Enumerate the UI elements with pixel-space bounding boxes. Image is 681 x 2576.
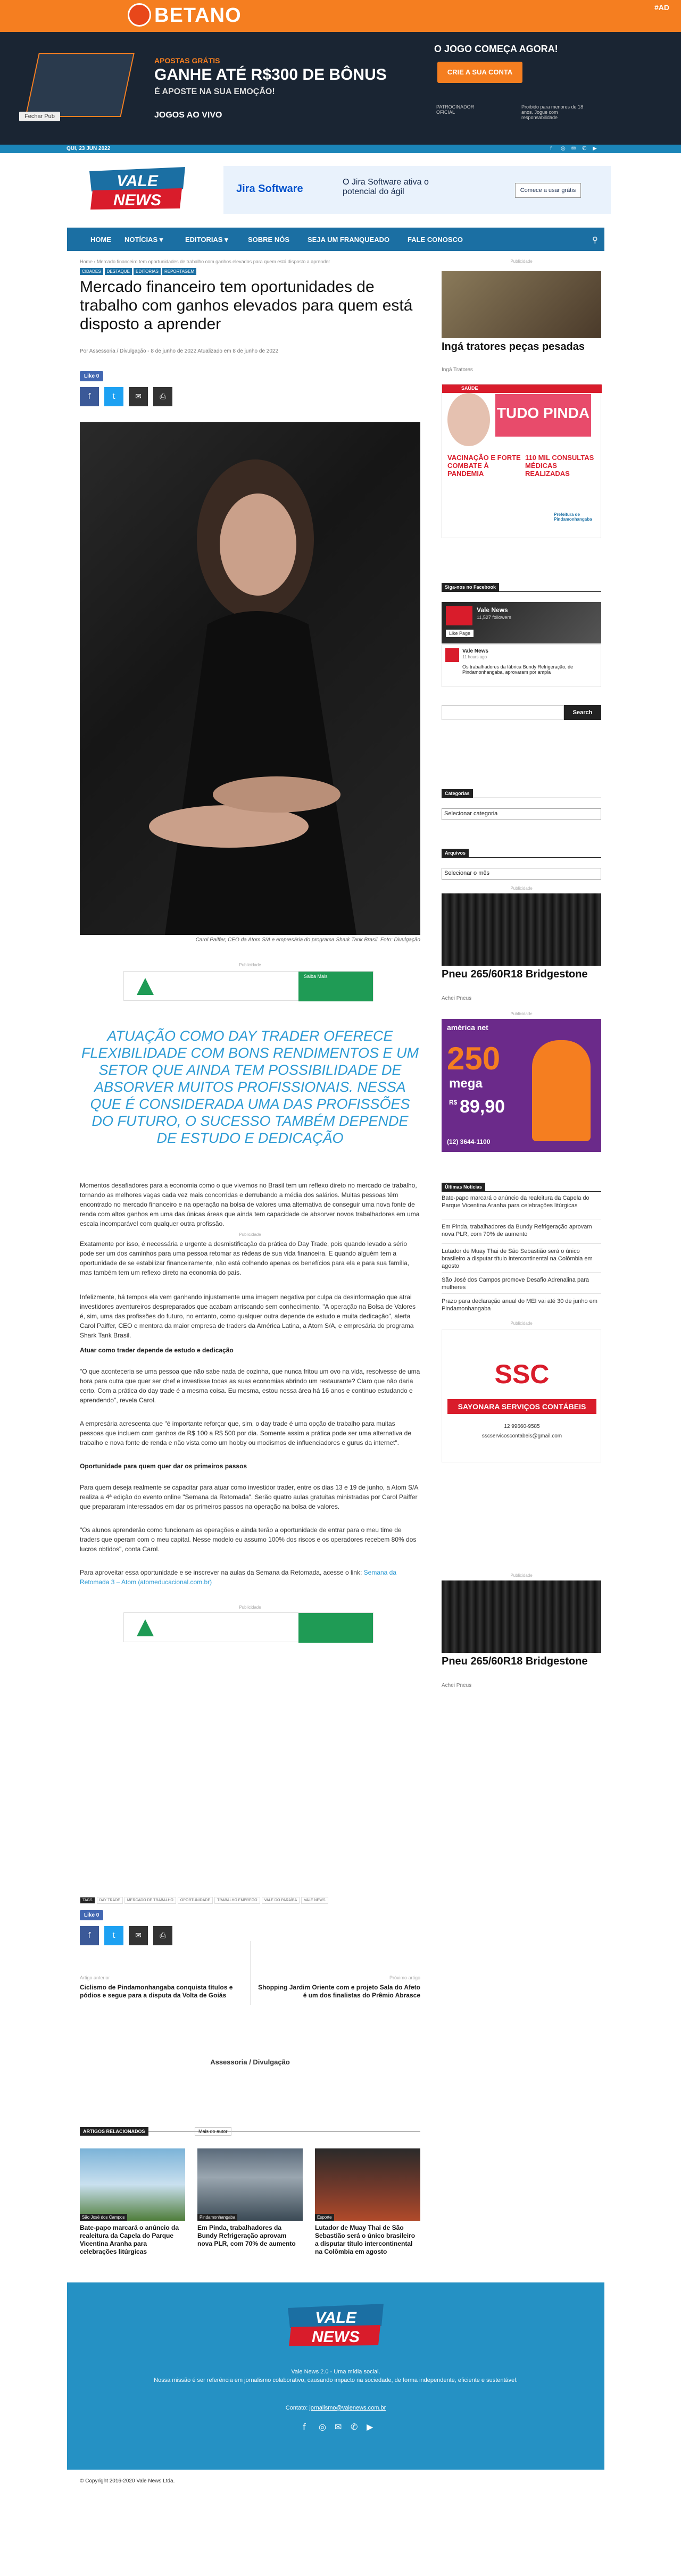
contact-email[interactable]: jornalismo@valenews.com.br [309, 2405, 386, 2411]
vale-news-logo-icon [89, 167, 185, 210]
ssc-email: sscservicoscontabeis@gmail.com [481, 1433, 562, 1439]
facebook-post[interactable] [442, 645, 601, 687]
ad-brand: BETANO [154, 4, 242, 27]
next-title[interactable]: Shopping Jardim Oriente com e projeto Sala do Afeto é um dos finalistas do Prêmio Abrasce [258, 1984, 420, 1999]
tire-ad-image[interactable] [442, 1580, 601, 1653]
saude-s2: 110 MIL CONSULTAS MÉDICAS REALIZADAS [525, 454, 594, 478]
related-label: Esporte [315, 2214, 334, 2221]
category-tag[interactable]: CIDADES [80, 268, 103, 275]
svg-text:NEWS: NEWS [312, 2328, 360, 2346]
america-net-ad[interactable] [442, 1019, 601, 1152]
photo-caption: Carol Paiffer, CEO da Atom S/A e empresária do programa Shark Tank Brasil. Foto: Divulgação [195, 937, 420, 943]
article-tags [80, 1894, 330, 1904]
ad-sponsor: PATROCINADOR OFICIAL [436, 104, 475, 115]
mail-icon[interactable]: ✉ [571, 146, 576, 152]
category-tag[interactable]: DESTAQUE [105, 268, 132, 275]
footer-about [67, 2368, 604, 2385]
saude-footer: Prefeitura de Pindamonhangaba [554, 512, 592, 522]
ad-line-2: GANHE ATÉ R$300 DE BÔNUS [154, 66, 387, 83]
saude-big: TUDO PINDA [495, 394, 591, 437]
prev-article[interactable] [80, 1975, 245, 2000]
tire-ad-image[interactable] [442, 893, 601, 966]
categories-select[interactable]: Selecionar categoria [442, 808, 601, 820]
nav-sobre[interactable]: SOBRE NÓS [248, 236, 290, 244]
facebook-share-icon[interactable]: f [80, 387, 99, 406]
publicidade-label: Publicidade [239, 963, 261, 967]
svg-text:VALE: VALE [315, 2309, 356, 2327]
svg-text:VALE: VALE [117, 172, 158, 190]
sidebar-search-input[interactable] [442, 705, 564, 720]
author-box[interactable]: Assessoria / Divulgação [210, 2058, 290, 2066]
related-title[interactable]: Em Pinda, trabalhadores da Bundy Refrigeração aprovam nova PLR, com 70% de aumento [197, 2224, 296, 2247]
divider [442, 1293, 601, 1294]
america-phone: (12) 3644-1100 [447, 1138, 491, 1145]
paragraph: Para quem deseja realmente se capacitar para atuar como investidor trader, entre os dias 13 e 19 de junho, a Atom S/A realiza a 4ª edição do evento online "Semana da Retomada". Serão quatro aulas gratuitas ministradas por Carol Paiffer que prepararam interessados em dar os primeiros passos na operação na bolsa de valores. [80, 1484, 418, 1510]
more-from-author[interactable]: Mais do autor [195, 2127, 231, 2136]
fb-page-name[interactable]: Vale News [477, 606, 508, 614]
tags-label: TAGS [80, 1897, 95, 1904]
related-image [80, 2148, 185, 2221]
sidebar-ad-title[interactable]: Ingá tratores peças pesadas [442, 341, 585, 353]
current-date: QUI, 23 JUN 2022 [67, 146, 111, 152]
ad-logo-icon [135, 1617, 156, 1638]
email-share-icon[interactable]: ✉ [129, 387, 148, 406]
ad-line-3: É APOSTE NA SUA EMOÇÃO! [154, 87, 275, 96]
whatsapp-icon[interactable]: ✆ [582, 146, 587, 152]
footer-contact [67, 2405, 604, 2411]
ad-headline: O JOGO COMEÇA AGORA! [434, 44, 558, 54]
category-tags [80, 266, 198, 275]
divider [442, 1272, 601, 1273]
ssc-phone: 12 99660-9585 [504, 1424, 540, 1429]
jira-brand: Jira Software [236, 183, 303, 195]
paragraph: Para aproveitar essa oportunidade e se inscrever na aulas da Semana da Retomada, acesse o link: Semana da Retomada 3 – Atom (atomeducacional.com.br) [80, 1569, 397, 1586]
whatsapp-icon[interactable]: ✆ [351, 2422, 358, 2432]
america-price: 89,90 [460, 1097, 505, 1117]
publicidade-label: Publicidade [510, 1321, 533, 1326]
saude-ad[interactable] [442, 384, 601, 538]
youtube-icon[interactable]: ▶ [593, 146, 597, 152]
tag[interactable]: TRABALHO EMPREGO [214, 1897, 260, 1904]
inline-ad-panel [298, 1613, 373, 1643]
paragraph: Exatamente por isso, é necessária e urgente a desmistificação da prática do Day Trade, pois quando levado a sério pode ser um dos caminhos para uma pessoa retomar as rédeas de sua vida financeira. E quando alguém tem a oportunidade de se estabilizar financeiramente, não está colhendo apenas os benefícios para ela e para sua família, mas também tem um reflexo direto na economia do país. [80, 1240, 410, 1276]
mail-icon[interactable]: ✉ [335, 2422, 342, 2432]
latest-item[interactable]: São José dos Campos promove Desafio Adrenalina para mulheres [442, 1277, 589, 1291]
fb-page-avatar [446, 606, 472, 625]
footer-line-1: Vale News 2.0 - Uma mídia social. [291, 2369, 380, 2375]
tire-ad-title[interactable]: Pneu 265/60R18 Bridgestone [442, 1655, 588, 1667]
sidebar-ad-image[interactable] [442, 271, 601, 338]
fb-followers: 11,527 followers [477, 615, 511, 620]
footer-line-2: Nossa missão é ser referência em jornalismo colaborativo, causando impacto na sociedade, de forma independente, eficiente e sustentável. [154, 2377, 518, 2383]
related-label: Pindamonhangaba [197, 2214, 237, 2221]
ssc-title: SAYONARA SERVIÇOS CONTÁBEIS [447, 1399, 596, 1414]
facebook-like-button[interactable]: Like 0 [80, 1910, 103, 1920]
paragraph: A empresária acrescenta que "é importante reforçar que, sim, o day trade é uma opção de trabalho para muitas pessoas que incluem com ganhos de R$ 100 a R$ 500 por dia. Somente assim a prática pode ser uma alternativa de trabalho e nova fonte de renda e não vista como um hobby ou modismos de influenciadores e gurus da internet". [80, 1420, 412, 1446]
related-card[interactable] [197, 2148, 303, 2248]
tire-ad-sub: Achei Pneus [442, 1683, 472, 1688]
jira-text: O Jira Software ativa o potencial do ágil [343, 178, 429, 196]
breadcrumb[interactable]: Home › Mercado financeiro tem oportunidades de trabalho com ganhos elevados para quem está disposto a aprender [80, 259, 330, 264]
ssc-logo: SSC [494, 1359, 550, 1389]
tag[interactable]: MERCADO DE TRABALHO [124, 1897, 176, 1904]
person-image [447, 393, 490, 446]
related-title[interactable]: Lutador de Muay Thai de São Sebastião será o único brasileiro a disputar título intercontinental na Colômbia em agosto [315, 2224, 416, 2255]
fb-like-page-button[interactable]: Like Page [446, 630, 474, 637]
article-photo [80, 422, 420, 935]
tag[interactable]: OPORTUNIDADE [178, 1897, 213, 1904]
categories-header: Categorias [442, 788, 601, 798]
related-label: São José dos Campos [80, 2214, 127, 2221]
ad-cta-button[interactable]: CRIE A SUA CONTA [437, 62, 522, 83]
ad-disclaimer: Proibido para menores de 18 anos. Jogue com responsabilidade [521, 104, 584, 120]
footer-logo-icon[interactable] [288, 2304, 384, 2346]
inline-ad[interactable] [123, 971, 373, 1001]
prev-title[interactable]: Ciclismo de Pindamonhangaba conquista títulos e pódios e segue para a disputa da Volta de Goiás [80, 1984, 233, 1999]
person-image [532, 1040, 591, 1141]
svg-text:NEWS: NEWS [113, 191, 161, 209]
paragraph: "O que aconteceria se uma pessoa que não sabe nada de cozinha, que nunca fritou um ovo na vida, resolvesse de uma hora para outra que quer ser chef e investisse todas as suas economias abrindo um restaurante? Claro que não daria certo. Com a prática do day trade é a mesma coisa. Eu mesma, estou nessa área há 16 anos e continuo estudando e aprendendo", revela Carol. [80, 1368, 420, 1404]
latest-item[interactable]: Prazo para declaração anual do MEI vai até 30 de junho em Pindamonhangaba [442, 1298, 597, 1312]
archive-select[interactable]: Selecionar o mês [442, 868, 601, 880]
publicidade-label: Publicidade [510, 259, 533, 264]
category-tag[interactable]: EDITORIAS [134, 268, 161, 275]
fb-post-time: 11 hours ago [462, 655, 487, 659]
print-icon[interactable]: ⎙ [153, 387, 172, 406]
nav-noticias[interactable]: NOTÍCIAS ▾ [124, 236, 163, 244]
latest-item[interactable]: Bate-papo marcará o anúncio da realeitura da Capela do Parque Vicentina Aranha para celebrações litúrgicas [442, 1195, 589, 1209]
tag[interactable]: VALE NEWS [301, 1897, 328, 1904]
semana-retomada-link[interactable]: Semana da Retomada 3 – Atom (atomeducacional.com.br) [80, 1569, 397, 1586]
nav-home[interactable]: HOME [90, 236, 111, 244]
next-label: Próximo artigo [389, 1975, 420, 1980]
instagram-icon[interactable]: ◎ [319, 2422, 326, 2432]
print-icon[interactable]: ⎙ [153, 1926, 172, 1945]
latest-header: Últimas Notícias [442, 1182, 601, 1192]
youtube-icon[interactable]: ▶ [367, 2422, 373, 2432]
tire-ad-title[interactable]: Pneu 265/60R18 Bridgestone [442, 968, 588, 980]
jira-cta-button[interactable]: Comece a usar grátis [515, 183, 581, 198]
category-tag[interactable]: REPORTAGEM [162, 268, 196, 275]
nav-franqueado[interactable]: SEJA UM FRANQUEADO [308, 236, 390, 244]
search-icon[interactable]: ⚲ [592, 235, 598, 245]
divider [250, 1941, 251, 2005]
nav-editorias[interactable]: EDITORIAS ▾ [185, 236, 228, 244]
instagram-icon[interactable]: ◎ [561, 146, 566, 152]
main-nav [67, 228, 604, 251]
facebook-page-card[interactable] [442, 602, 601, 643]
sidebar-search-button[interactable]: Search [564, 705, 601, 720]
america-price-prefix: R$ [449, 1099, 458, 1106]
related-image [315, 2148, 420, 2221]
divider [442, 1243, 601, 1244]
fb-post-text: Os trabalhadores da fábrica Bundy Refrigeração, de Pindamonhangaba, aprovaram por ampla [462, 664, 574, 675]
ssc-ad[interactable] [442, 1329, 601, 1462]
ad-line-4: JOGOS AO VIVO [154, 111, 222, 120]
facebook-widget-header: Siga-nos no Facebook [442, 582, 601, 592]
inline-ad-button[interactable]: Saiba Mais [304, 974, 328, 979]
close-ad-button[interactable]: Fechar Pub [19, 112, 60, 121]
related-card[interactable] [315, 2148, 420, 2256]
publicidade-label: Publicidade [510, 886, 533, 891]
publicidade-label: Publicidade [239, 1232, 261, 1237]
ad-logo-icon [135, 976, 156, 997]
twitter-share-icon[interactable]: t [104, 1926, 123, 1945]
publicidade-label: Publicidade [239, 1605, 261, 1610]
top-banner-ad[interactable] [0, 0, 681, 145]
america-unit: mega [449, 1076, 483, 1091]
paragraph: "Os alunos aprenderão como funcionam as operações e ainda terão a oportunidade de entrar para o meu time de traders que operam com o meu capital. Nesse modelo eu assumo 100% dos riscos e os operadores recebem 80% dos lucros obtidos", conta Carol. [80, 1526, 417, 1553]
ad-phone-image [25, 53, 135, 117]
fb-post-name: Vale News [462, 648, 488, 654]
contact-label: Contato: [285, 2405, 308, 2411]
section-heading: Atuar como trader depende de estudo e dedicação [80, 1346, 234, 1354]
saude-s1: VACINAÇÃO E FORTE COMBATE À PANDEMIA [447, 454, 521, 478]
facebook-like-button[interactable]: Like 0 [80, 371, 103, 381]
article-title: Mercado financeiro tem oportunidades de trabalho com ganhos elevados para quem está disposto a aprender [80, 278, 413, 333]
copyright: © Copyright 2016-2020 Vale News Ltda. [80, 2478, 175, 2484]
related-header[interactable]: ARTIGOS RELACIONADOS [80, 2127, 148, 2136]
archive-header: Arquivos [442, 848, 601, 858]
tag[interactable]: DAY TRADE [97, 1897, 123, 1904]
tire-ad-sub: Achei Pneus [442, 996, 472, 1001]
latest-item[interactable]: Lutador de Muay Thai de São Sebastião será o único brasileiro a disputar título intercontinental na Colômbia em agosto [442, 1248, 593, 1269]
ad-line-1: APOSTAS GRÁTIS [154, 56, 220, 65]
facebook-share-icon[interactable]: f [80, 1926, 99, 1945]
section-heading: Oportunidade para quem quer dar os primeiros passos [80, 1462, 247, 1470]
fb-post-avatar [445, 648, 459, 662]
top-bar [0, 145, 681, 153]
latest-item[interactable]: Em Pinda, trabalhadores da Bundy Refrigeração aprovam nova PLR, com 70% de aumento [442, 1224, 592, 1237]
facebook-icon[interactable]: f [550, 146, 552, 152]
tag[interactable]: VALE DO PARAÍBA [262, 1897, 300, 1904]
america-brand: américa net [447, 1023, 488, 1032]
site-logo[interactable] [89, 167, 185, 210]
header-ad[interactable] [223, 166, 611, 214]
ad-badge: #AD [654, 3, 669, 12]
nav-fale-conosco[interactable]: FALE CONOSCO [408, 236, 463, 244]
pull-quote: ATUAÇÃO COMO DAY TRADER OFERECE FLEXIBILIDADE COM BONS RENDIMENTOS E UM SETOR QUE AINDA TEM POSSIBILIDADE DE ABSORVER MUITOS PROFISSIONAIS. NESSA QUE É CONSIDERADA UMA DAS PROFISSÕES DO FUTURO, O SUCESSO TAMBÉM DEPENDE DE ESTUDO E DEDICAÇÃO [81, 1028, 419, 1146]
facebook-icon[interactable]: f [303, 2422, 306, 2432]
article-meta: Por Assessoria / Divulgação - 8 de junho de 2022 Atualizado em 8 de junho de 2022 [80, 348, 279, 354]
next-article[interactable] [255, 1975, 420, 2000]
america-mega: 250 [447, 1041, 501, 1076]
prev-label: Artigo anterior [80, 1975, 110, 1980]
related-title[interactable]: Bate-papo marcará o anúncio da realeitura da Capela do Parque Vicentina Aranha para celebrações litúrgicas [80, 2224, 179, 2255]
saude-heading: SAÚDE [442, 384, 602, 393]
sidebar-ad-sub: Ingá Tratores [442, 367, 473, 373]
email-share-icon[interactable]: ✉ [129, 1926, 148, 1945]
paragraph: Momentos desafiadores para a economia como o que vivemos no Brasil tem um reflexo direto no mercado de trabalho, tornando as melhores vagas cada vez mais concorridas e derrubando a média dos salários. Muitas pessoas têm encontrado no mercado financeiro e na operação na bolsa de valores uma alternativa de conseguir uma nova fonte de renda com altos ganhos em uma das únicas áreas que ainda tem capacidade de absorver novos trabalhadores em uma escala incomparável com qualquer outra profissão. [80, 1182, 420, 1227]
site-footer [67, 2282, 604, 2470]
inline-ad[interactable] [123, 1612, 373, 1642]
betano-logo-icon [128, 3, 151, 27]
paragraph: Infelizmente, há tempos ela vem ganhando injustamente uma imagem negativa por culpa da desinformação que atrai investidores aventureiros despreparados que acabam arriscando sem conhecimento. "A operação na Bolsa de Valores é, sim, uma das profissões do futuro, no entanto, como qualquer outra depende de estudo e muita dedicação", alerta Carol Paiffer, CEO e mentora da maior empresa de traders da América Latina, a Atom S/A, e empresária do programa Shark Tank Brasil. [80, 1293, 416, 1339]
publicidade-label: Publicidade [510, 1573, 533, 1578]
inline-ad-panel [298, 972, 373, 1001]
related-image [197, 2148, 303, 2221]
twitter-share-icon[interactable]: t [104, 387, 123, 406]
publicidade-label: Publicidade [510, 1011, 533, 1016]
related-card[interactable] [80, 2148, 185, 2256]
